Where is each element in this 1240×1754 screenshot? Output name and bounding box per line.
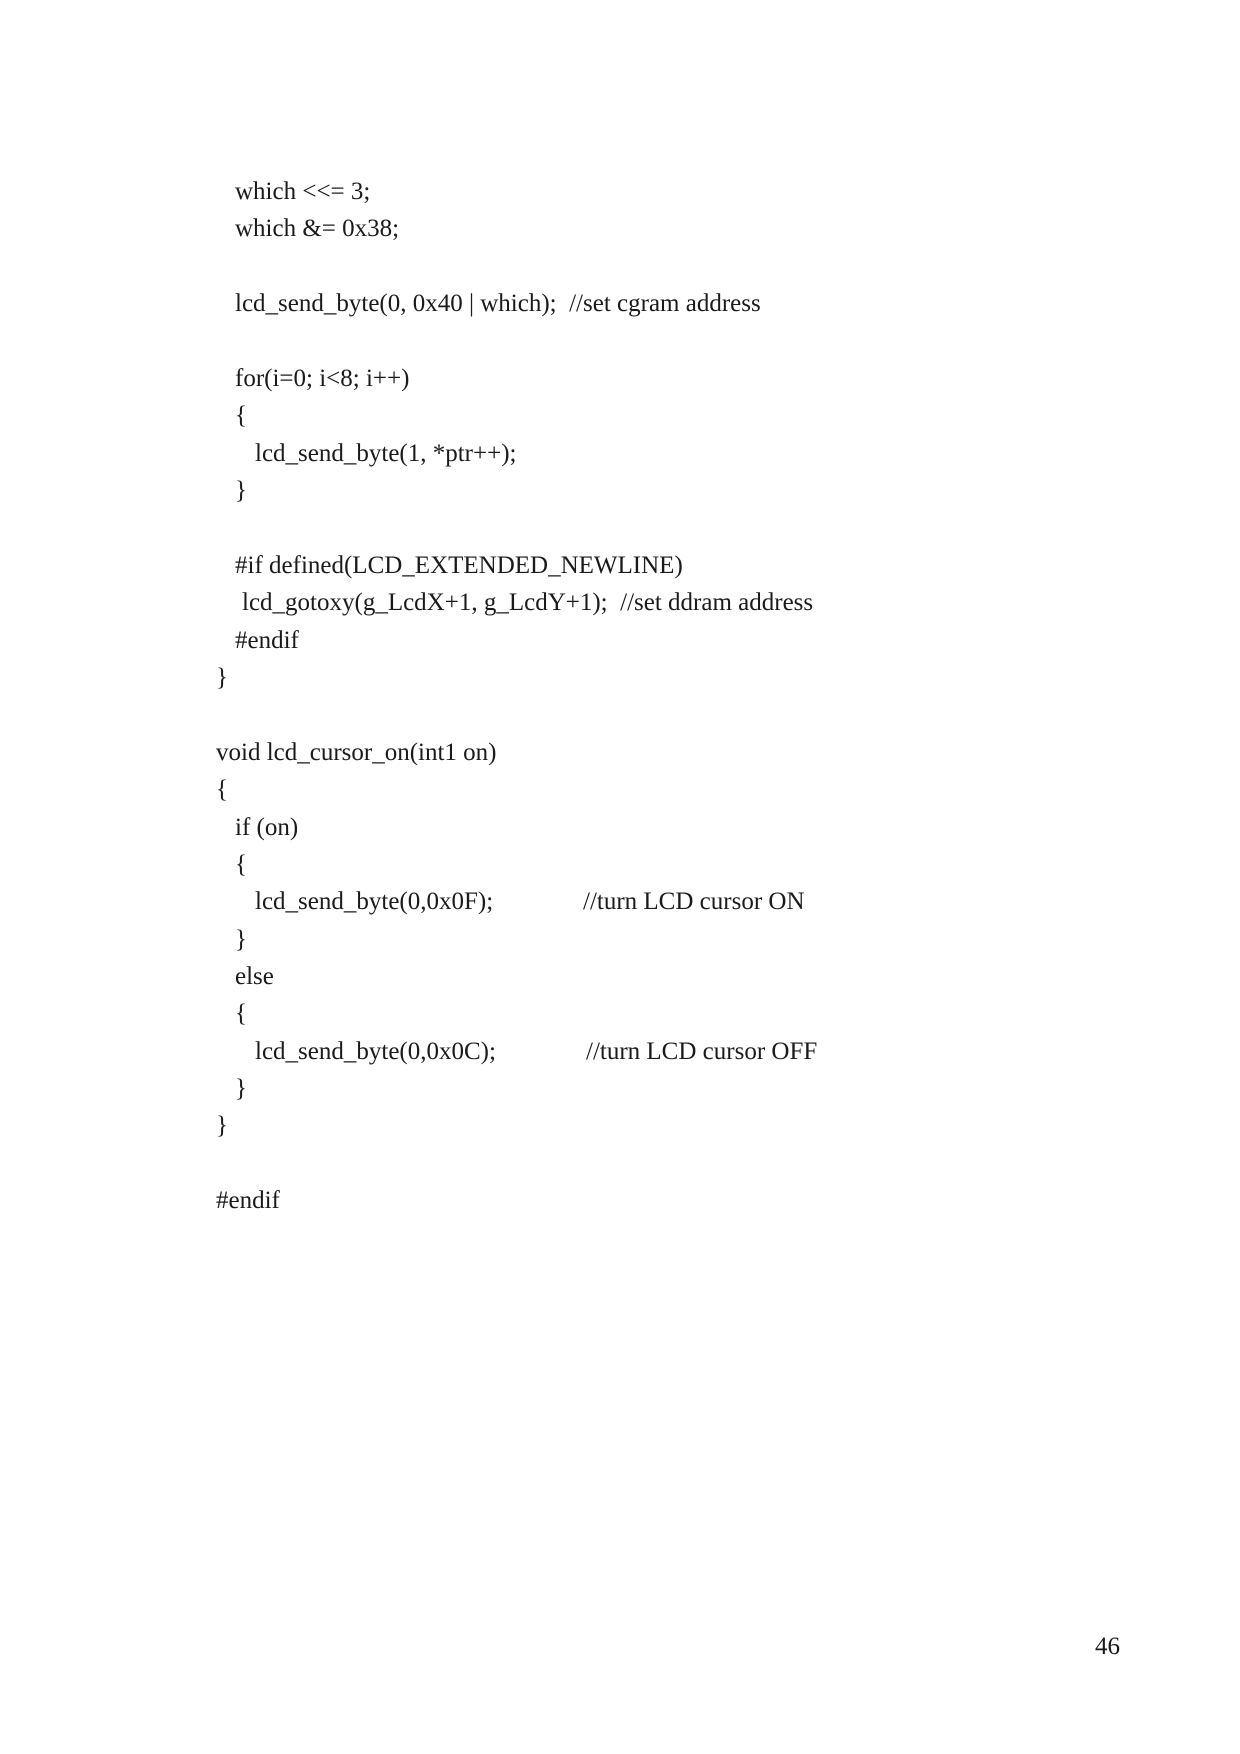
code-line: } [216, 664, 228, 691]
code-line: } [235, 926, 247, 953]
page-number: 46 [1095, 1633, 1120, 1660]
code-comment: //turn LCD cursor OFF [586, 1038, 818, 1065]
code-line: { [235, 402, 247, 429]
code-comment: //turn LCD cursor ON [583, 888, 805, 915]
code-line: lcd_send_byte(0,0x0C); [255, 1038, 496, 1065]
code-line: if (on) [235, 814, 299, 841]
code-line: else [235, 963, 274, 990]
code-line: } [235, 1075, 247, 1102]
code-line: lcd_send_byte(0, 0x40 | which); //set cgram address [235, 290, 761, 317]
code-line: void lcd_cursor_on(int1 on) [216, 739, 497, 766]
code-line: lcd_send_byte(1, *ptr++); [255, 440, 517, 467]
code-line: which <<= 3; [235, 178, 371, 205]
code-line: lcd_gotoxy(g_LcdX+1, g_LcdY+1); //set ddram address [242, 589, 814, 616]
code-line: } [216, 1112, 228, 1139]
code-line: #if defined(LCD_EXTENDED_NEWLINE) [235, 552, 683, 579]
code-line: { [235, 1000, 247, 1027]
code-line: { [216, 776, 228, 803]
code-line: #endif [235, 627, 299, 654]
code-line: lcd_send_byte(0,0x0F); [255, 888, 494, 915]
code-line: for(i=0; i<8; i++) [235, 365, 410, 392]
code-line: #endif [216, 1187, 280, 1214]
code-line: which &= 0x38; [235, 215, 400, 242]
code-line: } [235, 477, 247, 504]
code-line: { [235, 851, 247, 878]
